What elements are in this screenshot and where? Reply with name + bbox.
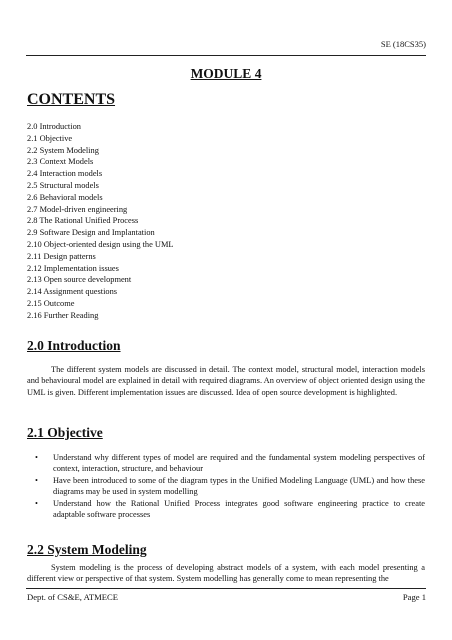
header-rule xyxy=(26,55,426,56)
objective-bullet xyxy=(27,498,425,521)
toc-item: 2.16 Further Reading xyxy=(27,310,99,320)
toc-item: 2.1 Objective xyxy=(27,133,73,143)
footer-page-number: Page 1 xyxy=(402,592,426,602)
toc-item: 2.13 Open source development xyxy=(27,275,132,285)
toc-item: 2.3 Context Models xyxy=(27,157,94,167)
toc-item: 2.15 Outcome xyxy=(27,298,75,308)
toc-item: 2.9 Software Design and Implantation xyxy=(27,228,155,238)
footer-department: Dept. of CS&E, ATMECE xyxy=(27,592,118,602)
toc-item: 2.7 Model-driven engineering xyxy=(27,204,128,214)
toc-item: 2.12 Implementation issues xyxy=(27,263,119,273)
toc-item: 2.14 Assignment questions xyxy=(27,287,118,297)
toc-item: 2.6 Behavioral models xyxy=(27,192,103,202)
module-title: MODULE 4 xyxy=(190,66,262,81)
objective-bullet-text: Understand why different types of model are required and the fundamental system modeling perspectives of context, interaction, structure, and behaviour xyxy=(53,453,425,474)
header-course-code: SE (18CS35) xyxy=(380,39,426,49)
toc-item: 2.5 Structural models xyxy=(27,180,99,190)
objective-bullet-text: Have been introduced to some of the diagram types in the Unified Modeling Language (UML) and how these diagrams may be used in system modelling xyxy=(53,475,425,497)
bullet-icon: • xyxy=(35,475,38,485)
objective-bullet xyxy=(27,475,425,498)
system-modeling-paragraph: System modeling is the process of developing abstract models of a system, with each model presenting a different view or perspective of that system. System modelling has generally come to mean representing the xyxy=(27,563,425,584)
toc-item: 2.11 Design patterns xyxy=(27,251,96,261)
introduction-paragraph: The different system models are discussed in detail. The context model, structural model, interaction models and behavioural model are explained in detail with required diagrams. An overview of object oriented design using the UML is given. Different implementation issues are discussed. Idea of open source development is highlighted. xyxy=(27,365,425,397)
toc-item: 2.0 Introduction xyxy=(27,122,81,131)
footer-rule xyxy=(26,588,426,589)
introduction-heading: 2.0 Introduction xyxy=(27,338,121,353)
toc-item: 2.8 The Rational Unified Process xyxy=(27,216,139,226)
table-of-contents xyxy=(27,121,174,322)
contents-title: CONTENTS xyxy=(27,91,116,108)
toc-item: 2.2 System Modeling xyxy=(27,145,99,155)
objective-heading: 2.1 Objective xyxy=(27,425,103,440)
toc-item: 2.10 Object-oriented design using the UML xyxy=(27,239,174,249)
objective-bullet xyxy=(27,452,425,475)
bullet-icon: • xyxy=(35,453,38,462)
system-modeling-heading: 2.2 System Modeling xyxy=(27,542,147,557)
toc-item: 2.4 Interaction models xyxy=(27,169,103,179)
objective-bullet-text: Understand how the Rational Unified Process integrates good software engineering practice to create adaptable software processes xyxy=(53,498,425,520)
objective-bullet-list xyxy=(27,452,425,520)
bullet-icon: • xyxy=(35,498,38,508)
